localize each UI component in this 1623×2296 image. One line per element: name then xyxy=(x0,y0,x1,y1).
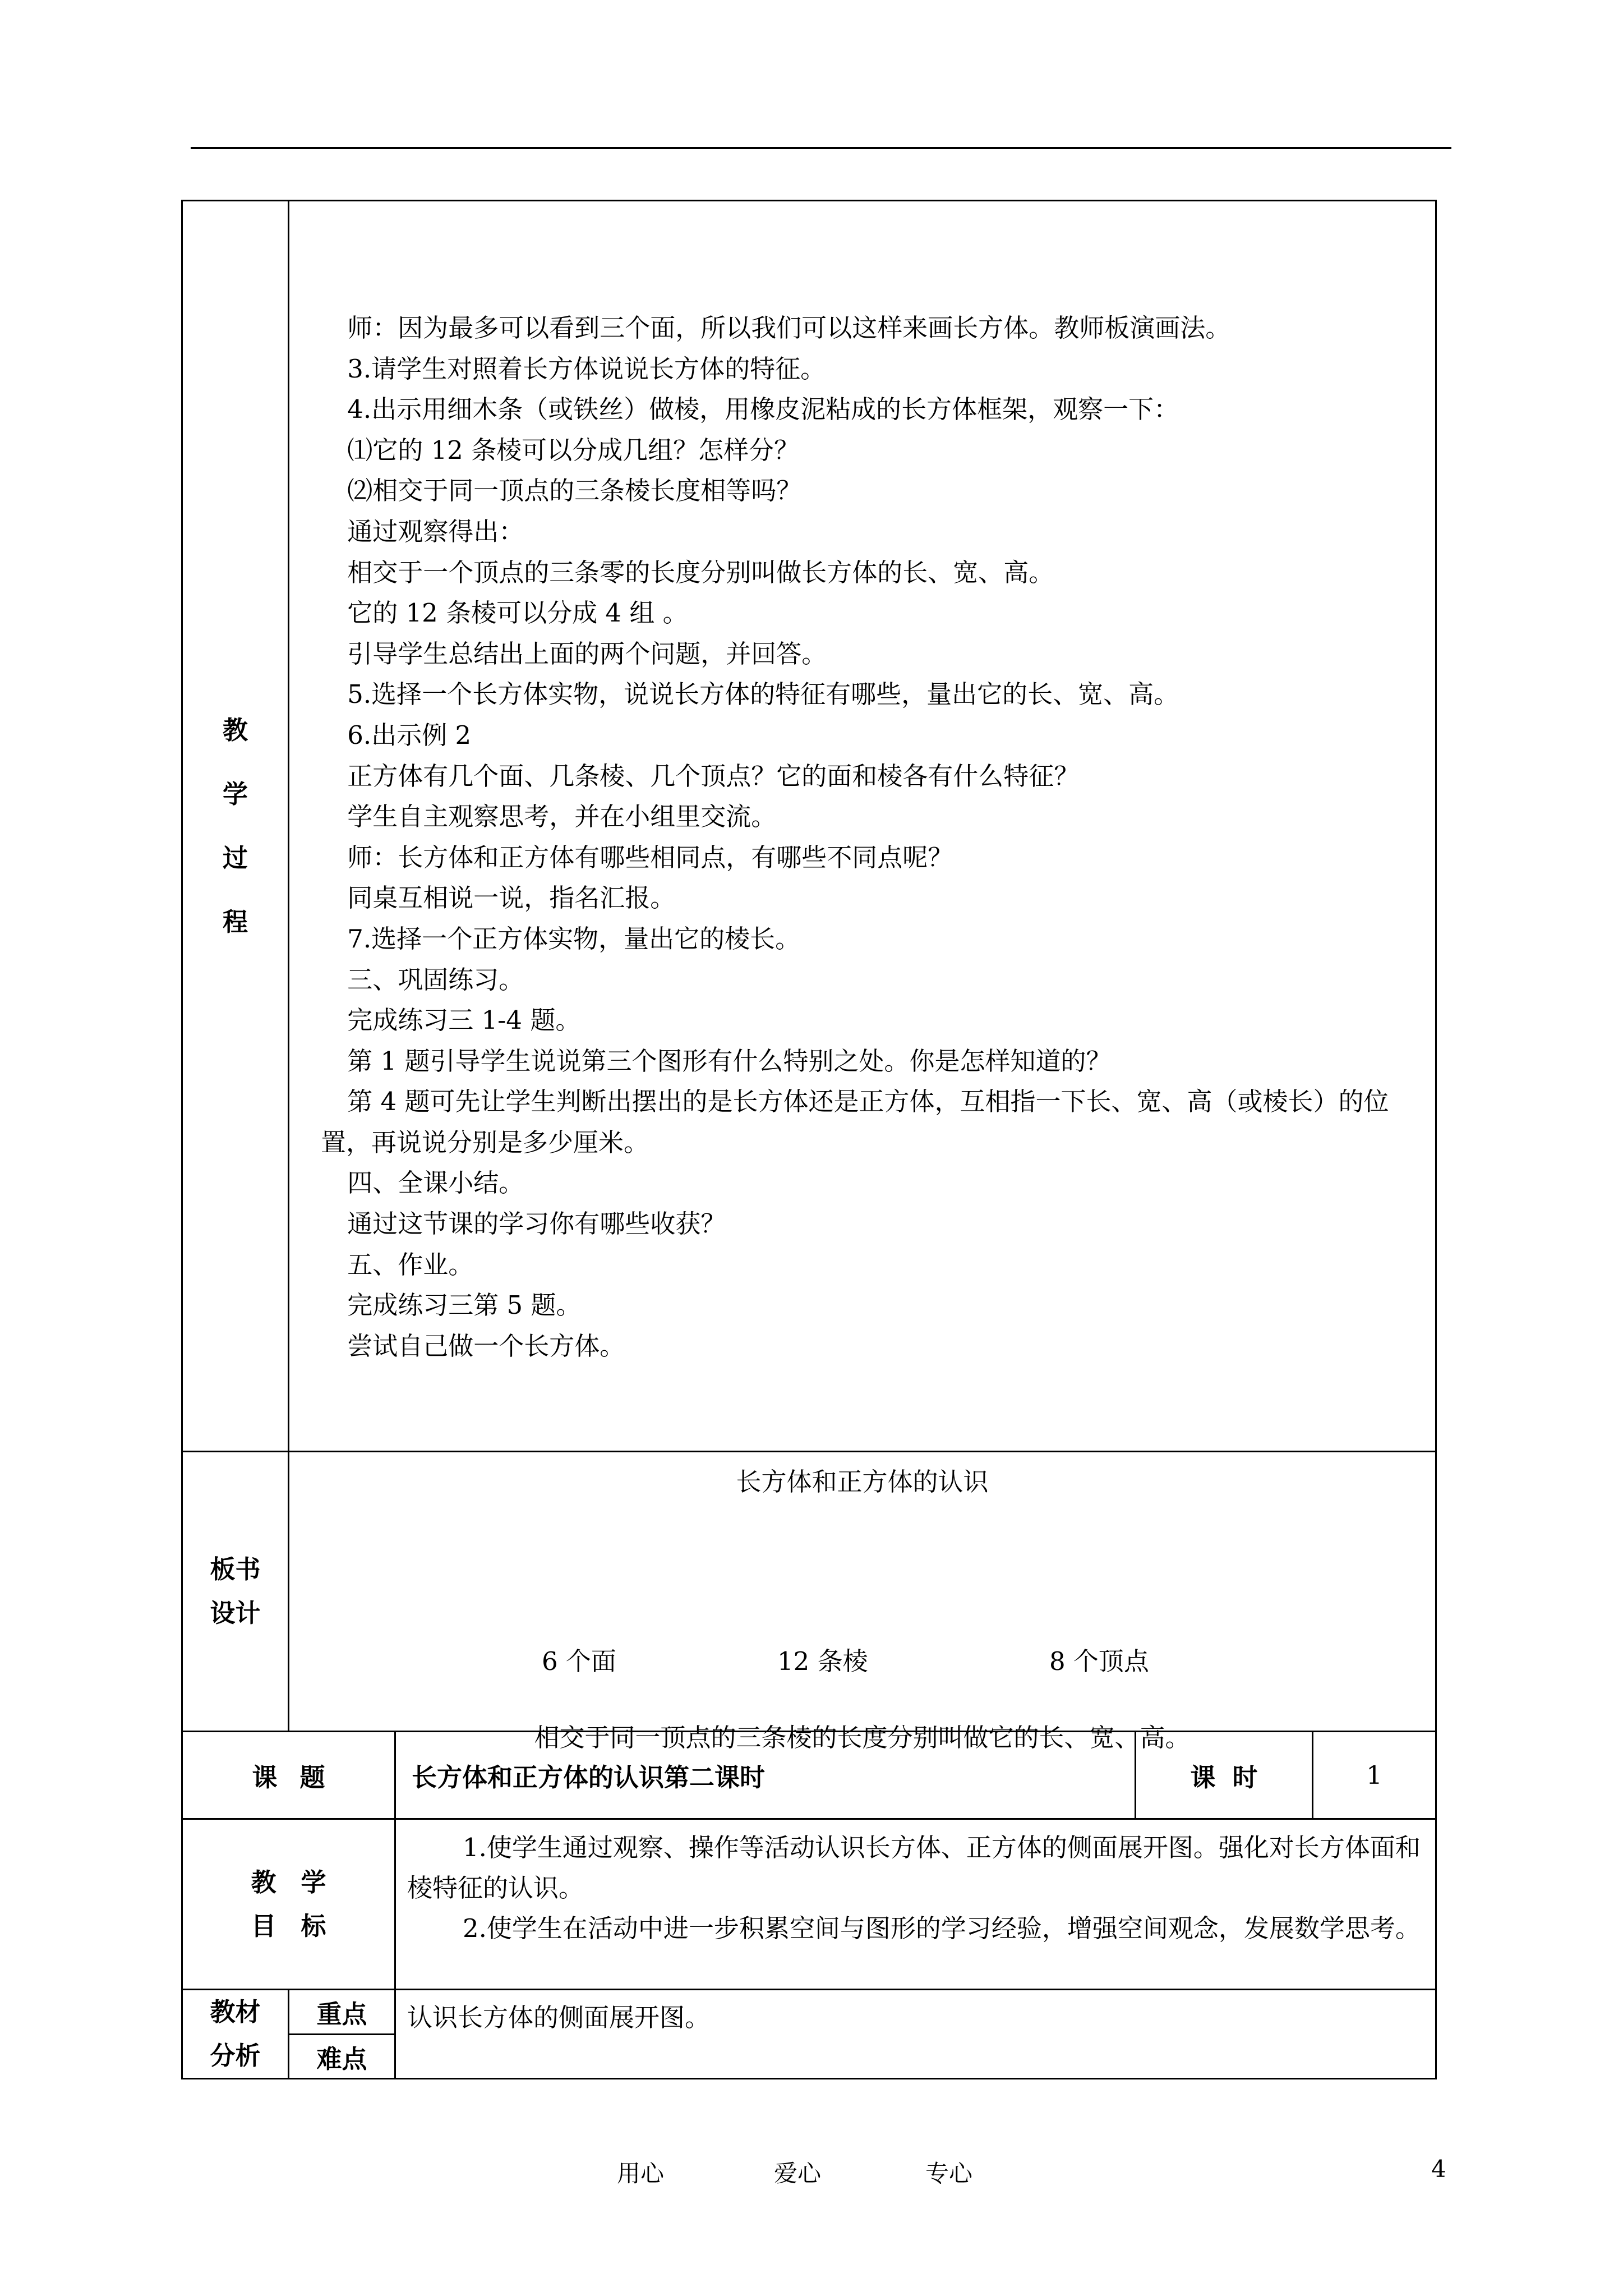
process-line: 4.出示用细木条（或铁丝）做棱，用橡皮泥粘成的长方体框架，观察一下： xyxy=(347,394,1179,425)
process-line: 五、作业。 xyxy=(347,1249,474,1280)
footer-word: 爱心 xyxy=(774,2160,822,2187)
board-label: 板书 设计 xyxy=(182,1452,289,1732)
process-line: 学生自主观察思考，并在小组里交流。 xyxy=(347,802,777,832)
process-line: 它的 12 条棱可以分成 4 组 。 xyxy=(347,598,688,628)
period-value: 1 xyxy=(1313,1732,1436,1819)
goal-item: 2.使学生在活动中进一步积累空间与图形的学习经验，增强空间观念，发展数学思考。 xyxy=(463,1913,1421,1944)
goals-content xyxy=(395,1819,1436,1990)
footer-word: 用心 xyxy=(617,2160,665,2187)
header-rule xyxy=(191,147,1451,149)
process-line: 三、巩固练习。 xyxy=(347,964,524,995)
lesson-plan-table xyxy=(181,200,1437,2079)
process-line: 引导学生总结出上面的两个问题，并回答。 xyxy=(347,638,827,669)
board-row xyxy=(182,1452,1436,1732)
process-line: 同桌互相说一说，指名汇报。 xyxy=(347,883,676,913)
process-line: ⑴它的 12 条棱可以分成几组？怎样分？ xyxy=(347,435,800,465)
board-summary: 相交于同一顶点的三条棱的长度分别叫做它的长、宽、高。 xyxy=(534,1723,1191,1753)
footer-word: 专心 xyxy=(925,2160,973,2187)
process-line: 5.选择一个长方体实物，说说长方体的特征有哪些，量出它的长、宽、高。 xyxy=(347,679,1179,710)
topic-value: 长方体和正方体的认识第二课时 xyxy=(395,1732,1136,1819)
process-line: 6.出示例 2 xyxy=(347,720,472,750)
process-line: 尝试自己做一个长方体。 xyxy=(347,1331,625,1361)
process-label: 教 学 过 程 xyxy=(182,201,289,1452)
goals-label: 教学 目标 xyxy=(182,1819,395,1990)
process-line: 师：长方体和正方体有哪些相同点，有哪些不同点呢？ xyxy=(347,842,953,872)
process-line: 完成练习三 1-4 题。 xyxy=(347,1005,581,1036)
process-line: 7.选择一个正方体实物，量出它的棱长。 xyxy=(347,923,801,954)
topic-label: 课题 xyxy=(182,1732,395,1819)
key-point-label: 重点 xyxy=(289,1990,395,2035)
period-label: 课时 xyxy=(1136,1732,1313,1819)
goal-item: 1.使学生通过观察、操作等活动认识长方体、正方体的侧面展开图。强化对长方体面和棱特征的认识。 xyxy=(407,1833,1421,1903)
difficult-point-label: 难点 xyxy=(289,2034,395,2079)
process-row xyxy=(182,201,1436,1452)
board-content xyxy=(289,1452,1436,1753)
goals-row xyxy=(182,1819,1436,1990)
process-line: 第 1 题引导学生说说第三个图形有什么特别之处。你是怎样知道的？ xyxy=(347,1046,1112,1076)
process-line: 四、全课小结。 xyxy=(347,1168,524,1198)
process-line: 第 4 题可先让学生判断出摆出的是长方体还是正方体，互相指一下长、宽、高（或棱长）的位置，再说说分别是多少厘米。 xyxy=(321,1087,1389,1157)
key-point-text: 认识长方体的侧面展开图。 xyxy=(395,1990,1436,2079)
process-content xyxy=(289,201,1436,1452)
page-number: 4 xyxy=(1431,2155,1446,2183)
process-line: 相交于一个顶点的三条零的长度分别叫做长方体的长、宽、高。 xyxy=(347,557,1054,587)
board-faces: 6 个面 xyxy=(542,1646,616,1677)
process-line: 通过这节课的学习你有哪些收获？ xyxy=(347,1209,726,1239)
board-title: 长方体和正方体的认识 xyxy=(736,1467,989,1497)
process-line: ⑵相交于同一顶点的三条棱长度相等吗？ xyxy=(347,476,802,506)
process-line: 3.请学生对照着长方体说说长方体的特征。 xyxy=(347,353,826,384)
process-line: 师：因为最多可以看到三个面，所以我们可以这样来画长方体。教师板演画法。 xyxy=(347,313,1231,343)
process-line: 完成练习三第 5 题。 xyxy=(347,1290,582,1320)
materials-label: 教材 分析 xyxy=(182,1990,289,2079)
materials-row-key xyxy=(182,1990,1436,2035)
process-line: 正方体有几个面、几条棱、几个顶点？它的面和棱各有什么特征？ xyxy=(347,761,1080,791)
board-edges: 12 条棱 xyxy=(777,1646,868,1677)
process-line: 通过观察得出： xyxy=(347,516,524,546)
board-vertices: 8 个顶点 xyxy=(1049,1646,1149,1677)
